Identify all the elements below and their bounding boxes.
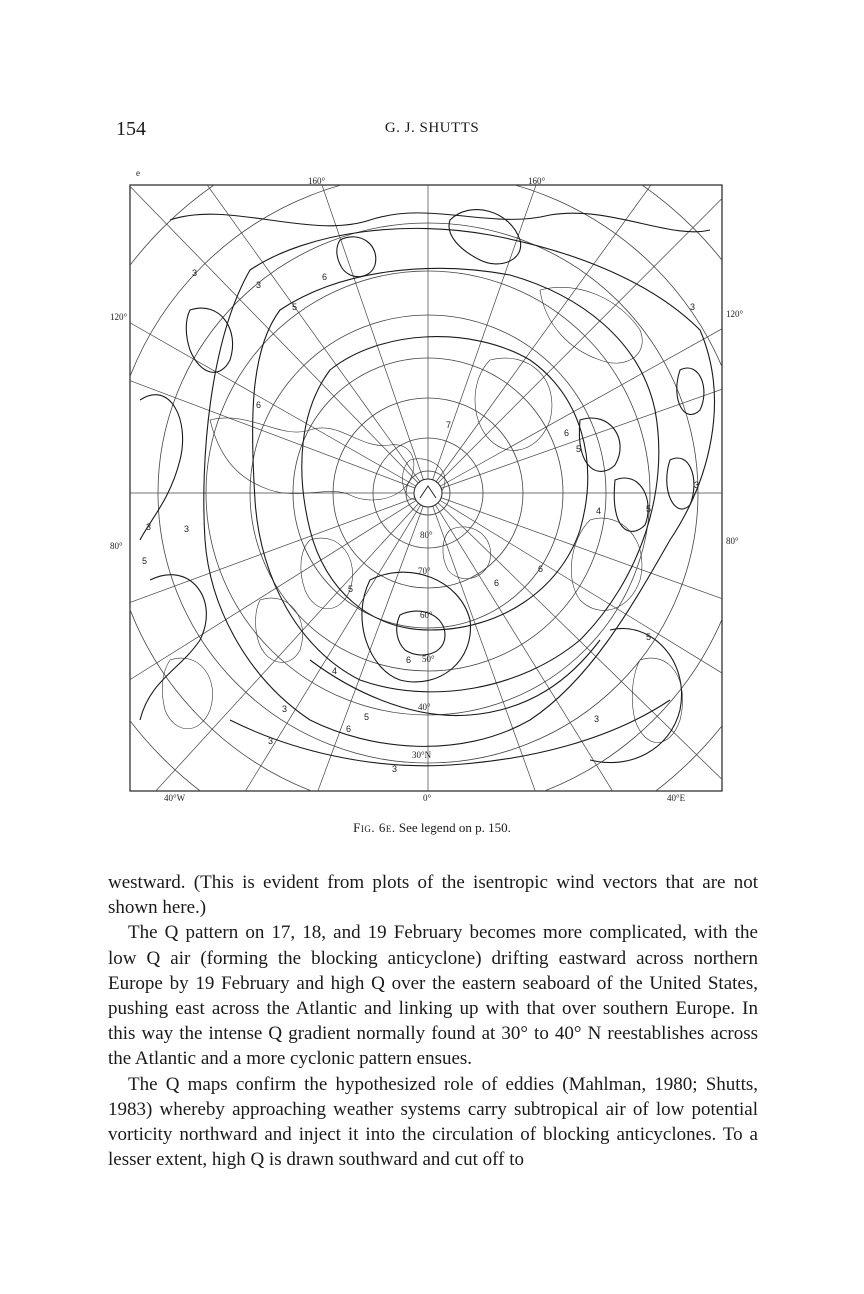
page-number: 154: [116, 118, 146, 140]
paragraph: The Q maps confirm the hypothesized role of eddies (Mahlman, 1980; Shutts, 1983) whereby approaching weather systems carry subtropical air of low potential vorticity northward and inject it into the circulation of blocking anticyclones. To a lesser extent, high Q is drawn southward and cut off to: [108, 1073, 758, 1171]
contour-line: [337, 237, 376, 277]
body-text: [108, 870, 758, 1172]
contour-label-7: 7: [446, 420, 452, 430]
panel-label: e: [136, 168, 140, 178]
polar-stereographic-map: [110, 160, 744, 810]
meridian: [0, 493, 428, 720]
coastline: [540, 287, 642, 363]
contour-label-3: 3: [690, 302, 696, 312]
label-160-right: 160°: [528, 176, 546, 186]
contour-label-6: 6: [494, 578, 500, 588]
contour-label-5: 5: [142, 556, 148, 566]
coastline: [475, 358, 552, 450]
label-40w: 40°W: [164, 793, 186, 803]
coastline: [443, 527, 491, 579]
contour-label-6: 6: [406, 655, 412, 665]
contour-line: [140, 395, 183, 540]
meridian: [428, 140, 864, 493]
pole-marker: [414, 479, 442, 507]
contour-line: [204, 228, 715, 746]
contour-line: [667, 458, 694, 509]
contour-line: [140, 575, 206, 720]
coastline: [256, 598, 303, 662]
contour-label-6: 6: [538, 564, 544, 574]
label-160-left: 160°: [308, 176, 326, 186]
paragraph: westward. (This is evident from plots of the isentropic wind vectors that are not shown here.): [108, 872, 758, 919]
label-80-right: 80°: [726, 536, 739, 546]
contour-label-6: 6: [564, 428, 570, 438]
caption-text: See legend on p. 150.: [398, 820, 511, 835]
contour-label-3: 3: [694, 480, 700, 490]
contour-label-6: 6: [256, 400, 262, 410]
contour-label-3: 3: [268, 736, 274, 746]
coastline: [301, 538, 353, 609]
contour-label-4: 4: [332, 666, 338, 676]
contour-label-4: 4: [596, 506, 602, 516]
contour-line: [677, 368, 704, 414]
lat-label-60: 60°: [420, 610, 433, 620]
contour-label-5: 5: [348, 584, 354, 594]
contour-label-5: 5: [292, 302, 298, 312]
lat-label-40: 40°: [418, 702, 431, 712]
meridian: [0, 260, 428, 493]
contour-label-3: 3: [184, 524, 190, 534]
caption-label: Fig. 6e.: [353, 820, 396, 835]
map-svg: [110, 160, 744, 810]
coastline: [632, 658, 682, 742]
lat-label-50: 50°: [422, 654, 435, 664]
meridian: [428, 493, 864, 720]
contour-label-3: 3: [256, 280, 262, 290]
label-0: 0°: [423, 793, 432, 803]
label-120-left: 120°: [110, 312, 128, 322]
contour-label-6: 6: [346, 724, 352, 734]
figure-caption: [0, 820, 864, 836]
lat-label-70: 70°: [418, 566, 431, 576]
label-80-left: 80°: [110, 541, 123, 551]
contour-line: [186, 308, 232, 372]
contour-label-5: 5: [576, 444, 582, 454]
contour-line: [310, 640, 600, 716]
label-120-right: 120°: [726, 309, 744, 319]
contour-line: [614, 478, 648, 531]
contour-label-5: 5: [646, 632, 652, 642]
contour-label-5: 5: [364, 712, 370, 722]
meridian: [210, 0, 428, 493]
contour-label-3: 3: [392, 764, 398, 774]
contour-label-5: 5: [646, 504, 652, 514]
lat-label-80: 80°: [420, 530, 433, 540]
meridian: [428, 0, 850, 493]
contour-label-3: 3: [282, 704, 288, 714]
coastline: [162, 658, 212, 729]
contour-label-3: 3: [192, 268, 198, 278]
label-40e: 40°E: [667, 793, 686, 803]
meridian: [428, 0, 864, 493]
meridian: [0, 140, 428, 493]
contour-label-3: 3: [146, 522, 152, 532]
running-title: G. J. SHUTTS: [384, 120, 480, 136]
paragraph: The Q pattern on 17, 18, and 19 February becomes more complicated, with the low Q air (forming the blocking anticyclone) drifting eastward across northern Europe by 19 February and high Q over the eastern seaboard of the United States, pushing east across the Atlantic and linking up with that over southern Europe. In this way the intense Q gradient normally found at 30° to 40° N reestablishes across the Atlantic and a more cyclonic pattern ensues.: [108, 922, 758, 1070]
contour-label-3: 3: [594, 714, 600, 724]
lat-label-30: 30°N: [412, 750, 432, 760]
contour-label-6: 6: [322, 272, 328, 282]
